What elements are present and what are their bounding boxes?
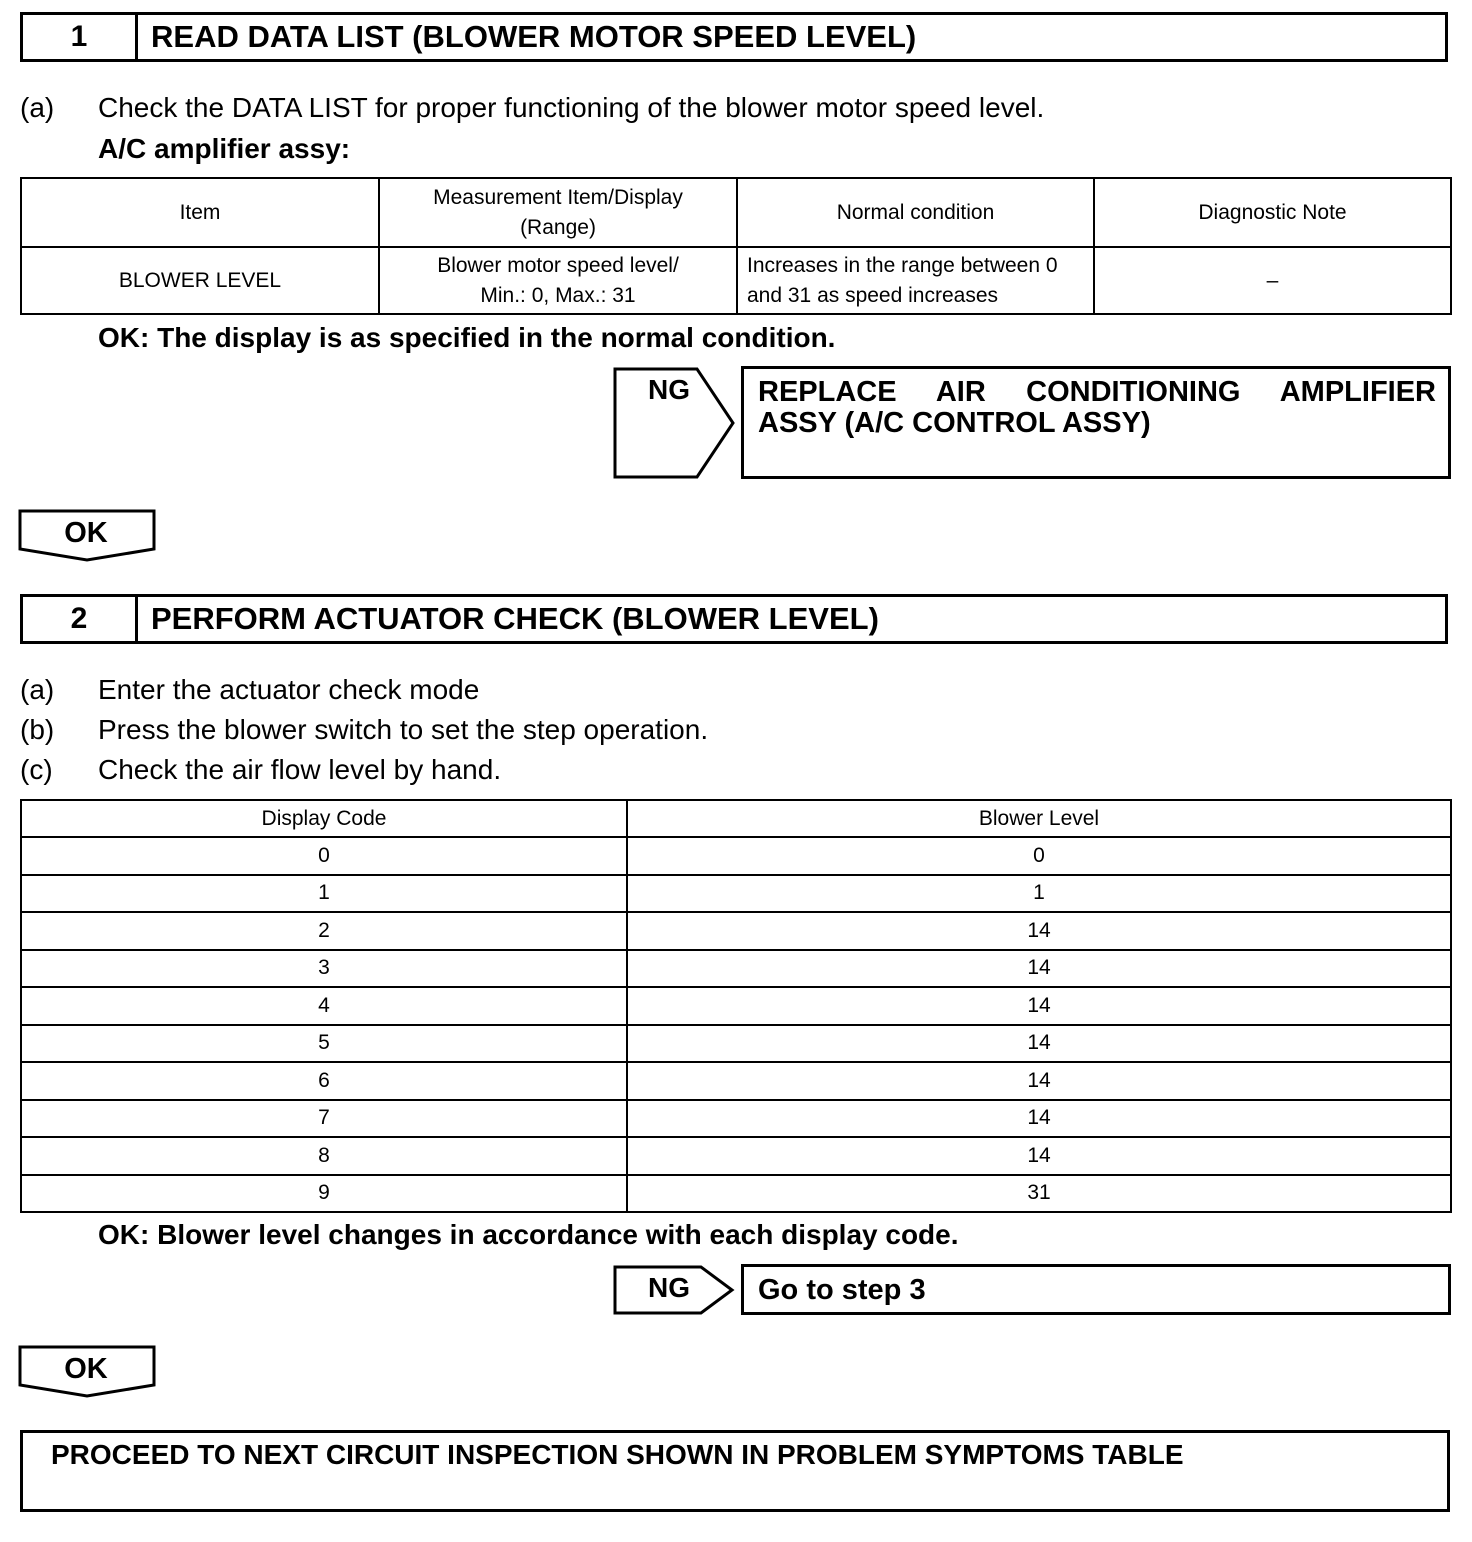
step-2-header xyxy=(20,594,1448,644)
table-header-row xyxy=(21,178,1451,247)
cell-blower-level: 14 xyxy=(627,1062,1451,1100)
cell-blower-level: 0 xyxy=(627,837,1451,875)
cell-measurement-line1: Blower motor speed level/ xyxy=(437,253,679,277)
step-1-header xyxy=(20,12,1448,62)
instruction-text: Enter the actuator check mode xyxy=(98,674,480,705)
cell-display-code: 1 xyxy=(21,875,627,913)
table-row xyxy=(21,1100,1451,1138)
cell-display-code: 5 xyxy=(21,1025,627,1063)
cell-blower-level: 14 xyxy=(627,912,1451,950)
cell-blower-level: 1 xyxy=(627,875,1451,913)
data-list-table xyxy=(20,177,1452,315)
table-row xyxy=(21,1062,1451,1100)
header-measurement xyxy=(379,178,737,247)
cell-item: BLOWER LEVEL xyxy=(21,247,379,314)
cell-display-code: 0 xyxy=(21,837,627,875)
cell-blower-level: 14 xyxy=(627,950,1451,988)
cell-measurement-line2: Min.: 0, Max.: 31 xyxy=(480,283,636,307)
header-display-code: Display Code xyxy=(21,800,627,837)
cell-blower-level: 31 xyxy=(627,1175,1451,1213)
table-row xyxy=(21,1025,1451,1063)
step-2-title: PERFORM ACTUATOR CHECK (BLOWER LEVEL) xyxy=(151,601,879,636)
step-2-number: 2 xyxy=(23,597,138,641)
step-1-number: 1 xyxy=(23,15,138,59)
cell-measurement xyxy=(379,247,737,314)
step-2-ok-condition: OK: Blower level changes in accordance with each display code. xyxy=(98,1219,959,1250)
ok-label-2: OK xyxy=(64,1353,108,1385)
header-measurement-line1: Measurement Item/Display xyxy=(433,185,683,209)
instruction-label: (b) xyxy=(20,714,55,745)
cell-display-code: 6 xyxy=(21,1062,627,1100)
table-row xyxy=(21,1175,1451,1213)
instruction-label: (a) xyxy=(20,92,55,123)
cell-display-code: 2 xyxy=(21,912,627,950)
final-instruction-box: PROCEED TO NEXT CIRCUIT INSPECTION SHOWN IN PROBLEM SYMPTOMS TABLE xyxy=(20,1430,1450,1512)
header-item: Item xyxy=(21,178,379,247)
step-2-instruction-b xyxy=(20,714,1020,748)
instruction-text: Press the blower switch to set the step operation. xyxy=(98,714,709,745)
table-row xyxy=(21,247,1451,314)
table-row xyxy=(21,987,1451,1025)
cell-display-code: 8 xyxy=(21,1137,627,1175)
ng-result-box-2: Go to step 3 xyxy=(741,1264,1451,1315)
instruction-label: (a) xyxy=(20,674,55,705)
cell-display-code: 3 xyxy=(21,950,627,988)
instruction-label: (c) xyxy=(20,754,53,785)
cell-display-code: 9 xyxy=(21,1175,627,1213)
cell-normal-condition xyxy=(737,247,1094,314)
cell-diagnostic-note: – xyxy=(1094,247,1451,314)
step-1-subheading: A/C amplifier assy: xyxy=(98,133,351,164)
instruction-text: Check the air flow level by hand. xyxy=(98,754,502,785)
cell-blower-level: 14 xyxy=(627,1137,1451,1175)
table-row xyxy=(21,837,1451,875)
table-header-row xyxy=(21,800,1451,837)
cell-blower-level: 14 xyxy=(627,1025,1451,1063)
ng-result-box-1 xyxy=(741,366,1451,479)
header-normal-condition: Normal condition xyxy=(737,178,1094,247)
display-code-table xyxy=(20,799,1452,1213)
step-2-instruction-c xyxy=(20,754,1020,788)
table-row xyxy=(21,875,1451,913)
cell-blower-level: 14 xyxy=(627,987,1451,1025)
table-row xyxy=(21,1137,1451,1175)
step-1-instruction xyxy=(20,92,1440,126)
table-row xyxy=(21,950,1451,988)
ok-label-1: OK xyxy=(64,517,108,549)
ng-label-1: NG xyxy=(648,374,690,405)
ng-result-line1: REPLACE AIR CONDITIONING AMPLIFIER xyxy=(758,376,1436,408)
step-2-instruction-a xyxy=(20,674,1020,708)
ng-label-2: NG xyxy=(648,1272,690,1303)
step-1-title: READ DATA LIST (BLOWER MOTOR SPEED LEVEL) xyxy=(151,19,917,54)
header-measurement-line2: (Range) xyxy=(520,215,596,239)
instruction-text: Check the DATA LIST for proper functioning of the blower motor speed level. xyxy=(98,92,1045,123)
ng-result-line2: ASSY (A/C CONTROL ASSY) xyxy=(758,407,1151,439)
cell-normal-line2: and 31 as speed increases xyxy=(747,283,999,307)
header-blower-level: Blower Level xyxy=(627,800,1451,837)
cell-display-code: 4 xyxy=(21,987,627,1025)
table-row xyxy=(21,912,1451,950)
cell-display-code: 7 xyxy=(21,1100,627,1138)
step-1-ok-condition: OK: The display is as specified in the normal condition. xyxy=(98,322,836,353)
cell-blower-level: 14 xyxy=(627,1100,1451,1138)
header-diagnostic-note: Diagnostic Note xyxy=(1094,178,1451,247)
cell-normal-line1: Increases in the range between 0 xyxy=(747,253,1058,277)
